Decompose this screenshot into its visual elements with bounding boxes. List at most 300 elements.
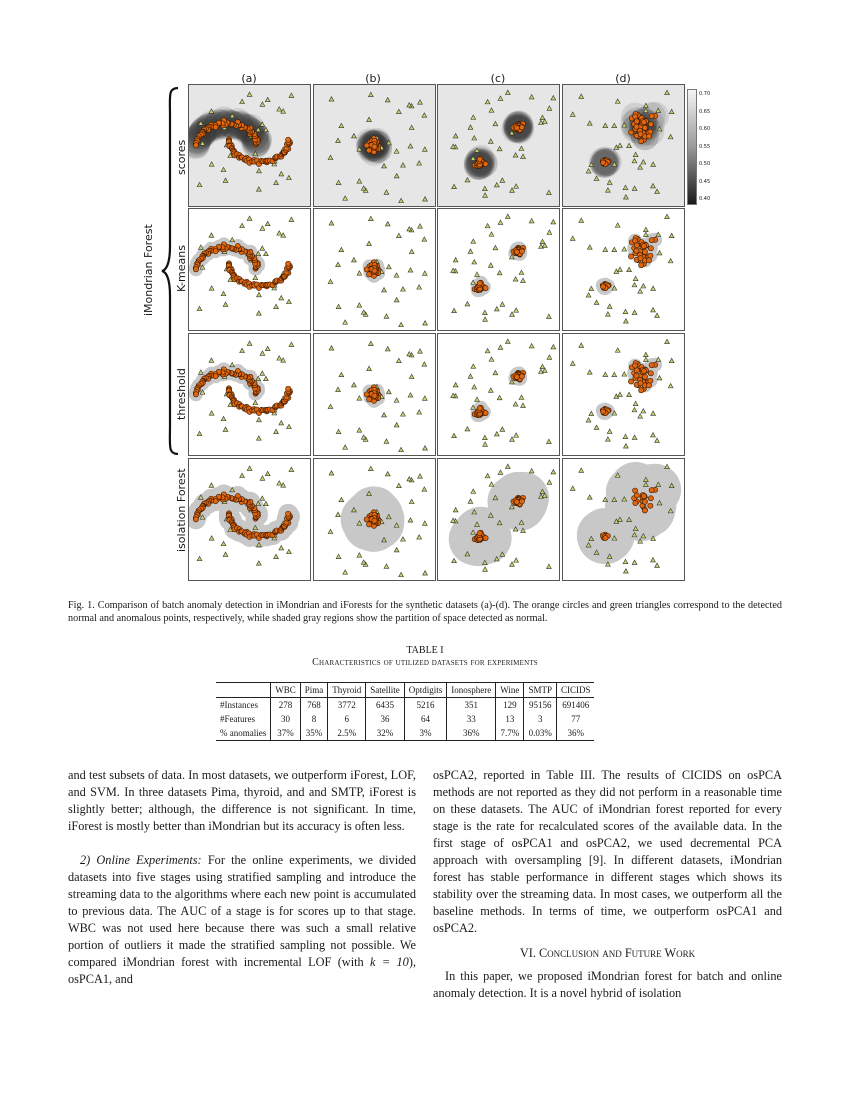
- table-cell: 33: [447, 712, 496, 726]
- table-header: [216, 683, 271, 698]
- anomaly-point: [547, 230, 552, 234]
- normal-point: [648, 371, 653, 376]
- anomaly-point: [643, 352, 648, 356]
- anomaly-point: [570, 486, 575, 490]
- normal-point: [633, 500, 638, 505]
- colorbar: [687, 89, 697, 205]
- normal-point: [477, 406, 482, 411]
- anomaly-point: [422, 521, 427, 525]
- anomaly-point: [651, 411, 656, 415]
- anomaly-point: [329, 346, 334, 350]
- anomaly-point: [551, 470, 556, 474]
- normal-point: [372, 518, 377, 523]
- normal-point: [519, 249, 524, 254]
- anomaly-point: [336, 387, 341, 391]
- anomaly-point: [253, 400, 258, 404]
- anomaly-point: [643, 227, 648, 231]
- anomaly-point: [418, 349, 423, 353]
- anomaly-point: [475, 272, 480, 276]
- anomaly-point: [260, 246, 265, 250]
- anomaly-point: [498, 345, 503, 349]
- inline-math: k = 10: [370, 955, 409, 969]
- anomaly-point: [618, 392, 623, 396]
- normal-point: [634, 373, 639, 378]
- anomaly-point: [394, 398, 399, 402]
- anomaly-point: [256, 311, 261, 315]
- table-header: Optdigits: [404, 683, 447, 698]
- anomaly-point: [197, 556, 202, 560]
- anomaly-point: [589, 286, 594, 290]
- scatter-plot: [314, 85, 436, 207]
- anomaly-point: [651, 558, 656, 562]
- anomaly-point: [274, 554, 279, 558]
- anomaly-point: [513, 277, 518, 281]
- anomaly-point: [603, 372, 608, 376]
- anomaly-point: [586, 293, 591, 297]
- anomaly-point: [265, 471, 270, 475]
- anomaly-point: [519, 270, 524, 274]
- normal-point: [639, 388, 644, 393]
- anomaly-point: [221, 416, 226, 420]
- anomaly-point: [651, 433, 656, 437]
- table-cell: 77: [556, 712, 594, 726]
- figure-caption: Fig. 1. Comparison of batch anomaly detection in iMondrian and iForests for the synthetic datasets (a)-(d). The orange circles and green triangles correspond to the detected normal and anomalous points, respectively, while shaded gray regions show the partition of space detected as normal.: [68, 600, 782, 624]
- figure-panel: [313, 84, 436, 207]
- normal-point: [633, 488, 638, 493]
- colorbar-tick: 0.70: [699, 91, 711, 97]
- anomaly-point: [328, 279, 333, 283]
- table-subtitle: Characteristics of utilized datasets for experiments: [312, 657, 538, 668]
- anomaly-point: [622, 247, 627, 251]
- normal-point: [366, 148, 371, 153]
- normal-point: [646, 134, 651, 139]
- table-header: Satellite: [366, 683, 405, 698]
- colorbar-tick: 0.50: [699, 161, 711, 167]
- normal-point: [514, 125, 519, 130]
- normal-point: [649, 238, 654, 243]
- anomaly-point: [539, 244, 544, 248]
- anomaly-point: [257, 292, 262, 296]
- anomaly-point: [399, 447, 404, 451]
- scatter-plot: [563, 209, 685, 331]
- anomaly-point: [221, 291, 226, 295]
- figure-panel: [437, 333, 560, 456]
- normal-point: [364, 392, 369, 397]
- figure-panel: [188, 458, 311, 581]
- anomaly-point: [638, 414, 643, 418]
- normal-point: [286, 137, 291, 142]
- table-cell: 768: [300, 698, 328, 713]
- anomaly-point: [494, 307, 499, 311]
- normal-point: [641, 369, 646, 374]
- anomaly-point: [594, 300, 599, 304]
- anomaly-point: [277, 231, 282, 235]
- anomaly-point: [452, 558, 457, 562]
- normal-point: [366, 522, 371, 527]
- anomaly-point: [468, 499, 473, 503]
- anomaly-point: [423, 571, 428, 575]
- table-row: [216, 712, 594, 726]
- anomaly-point: [579, 218, 584, 222]
- anomaly-point: [257, 417, 262, 421]
- normal-point: [639, 139, 644, 144]
- anomaly-point: [408, 393, 413, 397]
- anomaly-point: [394, 273, 399, 277]
- scatter-plot: [438, 209, 560, 331]
- anomaly-point: [551, 345, 556, 349]
- table-cell: 0.03%: [524, 726, 557, 741]
- anomaly-point: [529, 344, 534, 348]
- anomaly-point: [240, 223, 245, 227]
- anomaly-point: [417, 285, 422, 289]
- anomaly-point: [394, 423, 399, 427]
- anomaly-point: [655, 563, 660, 567]
- figure-panel: [313, 208, 436, 331]
- normal-point: [646, 258, 651, 263]
- anomaly-point: [260, 226, 265, 230]
- anomaly-point: [643, 357, 648, 361]
- anomaly-point: [209, 483, 214, 487]
- figure-panel: [562, 84, 685, 207]
- datasets-table: [216, 682, 594, 741]
- anomaly-point: [336, 262, 341, 266]
- anomaly-point: [401, 537, 406, 541]
- anomaly-point: [357, 553, 362, 557]
- scatter-plot: [314, 334, 436, 456]
- anomaly-point: [489, 232, 494, 236]
- anomaly-point: [422, 362, 427, 366]
- anomaly-point: [265, 346, 270, 350]
- normal-point: [286, 386, 291, 391]
- anomaly-point: [336, 554, 341, 558]
- anomaly-point: [277, 481, 282, 485]
- anomaly-point: [357, 271, 362, 275]
- anomaly-point: [551, 220, 556, 224]
- table-cell: 95156: [524, 698, 557, 713]
- anomaly-point: [623, 569, 628, 573]
- anomaly-point: [394, 298, 399, 302]
- table-cell: 7.7%: [496, 726, 524, 741]
- table-header-row: [216, 683, 594, 698]
- anomaly-point: [209, 233, 214, 237]
- anomaly-point: [396, 483, 401, 487]
- normal-point: [514, 499, 519, 504]
- anomaly-point: [197, 431, 202, 435]
- scatter-plot: [314, 459, 436, 581]
- anomaly-point: [623, 319, 628, 323]
- anomaly-point: [465, 427, 470, 431]
- table-cell: 30: [271, 712, 301, 726]
- anomaly-point: [339, 247, 344, 251]
- anomaly-point: [510, 437, 515, 441]
- anomaly-point: [329, 221, 334, 225]
- anomaly-point: [409, 249, 414, 253]
- anomaly-point: [253, 275, 258, 279]
- anomaly-point: [493, 245, 498, 249]
- anomaly-point: [386, 389, 391, 393]
- normal-point: [648, 246, 653, 251]
- anomaly-point: [632, 282, 637, 286]
- colorbar-tick: 0.40: [699, 196, 711, 202]
- anomaly-point: [519, 395, 524, 399]
- section-heading: VI. Conclusion and Future Work: [519, 946, 696, 960]
- normal-point: [519, 125, 524, 130]
- anomaly-point: [328, 529, 333, 533]
- figure-panel: [313, 333, 436, 456]
- anomaly-point: [289, 467, 294, 471]
- table-cell: 6435: [366, 698, 405, 713]
- normal-point: [642, 125, 647, 130]
- normal-point: [639, 263, 644, 268]
- anomaly-point: [264, 501, 269, 505]
- anomaly-point: [401, 287, 406, 291]
- paragraph-text: ), osPCA1, and: [68, 955, 417, 986]
- table-header: CICIDS: [556, 683, 594, 698]
- anomaly-point: [627, 267, 632, 271]
- normal-point: [286, 511, 291, 516]
- anomaly-point: [497, 395, 502, 399]
- normal-point: [519, 499, 524, 504]
- colorbar-tick: 0.55: [699, 143, 711, 150]
- anomaly-point: [336, 512, 341, 516]
- normal-point: [603, 535, 608, 540]
- anomaly-point: [539, 369, 544, 373]
- figure-panel: [188, 208, 311, 331]
- row-label-threshold: threshold: [175, 368, 188, 420]
- anomaly-point: [485, 473, 490, 477]
- anomaly-point: [579, 343, 584, 347]
- anomaly-point: [368, 466, 373, 470]
- figure-panel: [437, 208, 560, 331]
- anomaly-point: [357, 396, 362, 400]
- anomaly-point: [612, 372, 617, 376]
- normal-point: [193, 143, 198, 148]
- anomaly-point: [422, 271, 427, 275]
- normal-point: [649, 114, 654, 119]
- anomaly-point: [657, 376, 662, 380]
- colorbar-tick: 0.60: [699, 126, 711, 132]
- table-cell: 2.5%: [328, 726, 366, 741]
- anomaly-point: [357, 428, 362, 432]
- anomaly-point: [587, 495, 592, 499]
- anomaly-point: [505, 339, 510, 343]
- anomaly-point: [612, 247, 617, 251]
- scatter-plot: [563, 334, 685, 456]
- anomaly-point: [368, 341, 373, 345]
- anomaly-point: [260, 371, 265, 375]
- anomaly-point: [632, 435, 637, 439]
- anomaly-point: [589, 411, 594, 415]
- colorbar-tick: 0.65: [699, 108, 711, 115]
- scatter-plot: [563, 459, 685, 581]
- normal-point: [600, 284, 605, 289]
- anomaly-point: [265, 221, 270, 225]
- anomaly-point: [260, 496, 265, 500]
- anomaly-point: [483, 442, 488, 446]
- table-header: WBC: [271, 683, 301, 698]
- anomaly-point: [384, 314, 389, 318]
- scatter-plot: [438, 334, 560, 456]
- anomaly-point: [367, 366, 372, 370]
- column-label-b: (b): [365, 72, 381, 85]
- anomaly-point: [547, 480, 552, 484]
- anomaly-point: [546, 564, 551, 568]
- anomaly-point: [665, 214, 670, 218]
- anomaly-point: [453, 258, 458, 262]
- normal-point: [628, 254, 633, 259]
- row-label-kmeans: K-means: [175, 245, 188, 292]
- normal-point: [634, 248, 639, 253]
- anomaly-point: [498, 220, 503, 224]
- paragraph: osPCA2, reported in Table III. The results of CICIDS on osPCA methods are not reported as they did not perform in a reasonable time on these datasets. The AUC of iMondrian forest reported for every stage is the rate for recalculated scores of the available data. In the first stage of osPCA1 and osPCA2, we used decremental PCA approach with oversampling [9]. In different datasets, iMondrian forest has stable performance in different stages which shows its stability over the streaming data. In most cases, we outperform all the baseline methods. In terms of time, we outperform osPCA1 and osPCA2.: [433, 768, 782, 935]
- normal-point: [366, 272, 371, 277]
- anomaly-point: [223, 427, 228, 431]
- anomaly-point: [471, 489, 476, 493]
- anomaly-point: [384, 439, 389, 443]
- anomaly-point: [483, 567, 488, 571]
- column-label-c: (c): [490, 72, 506, 85]
- scatter-plot: [438, 85, 560, 207]
- table-cell: 37%: [271, 726, 301, 741]
- normal-point: [372, 393, 377, 398]
- normal-point: [519, 374, 524, 379]
- anomaly-point: [289, 217, 294, 221]
- anomaly-point: [497, 270, 502, 274]
- anomaly-point: [367, 241, 372, 245]
- anomaly-point: [547, 355, 552, 359]
- anomaly-point: [240, 348, 245, 352]
- anomaly-point: [638, 289, 643, 293]
- anomaly-point: [472, 260, 477, 264]
- normal-point: [641, 120, 646, 125]
- anomaly-point: [623, 444, 628, 448]
- anomaly-point: [422, 487, 427, 491]
- anomaly-point: [418, 224, 423, 228]
- normal-point: [634, 124, 639, 129]
- anomaly-point: [401, 412, 406, 416]
- anomaly-point: [483, 317, 488, 321]
- anomaly-point: [396, 233, 401, 237]
- anomaly-point: [264, 251, 269, 255]
- table-cell: 5216: [404, 698, 447, 713]
- normal-point: [642, 374, 647, 379]
- normal-point: [642, 499, 647, 504]
- normal-point: [372, 268, 377, 273]
- anomaly-point: [669, 358, 674, 362]
- table-cell: 129: [496, 698, 524, 713]
- anomaly-point: [336, 429, 341, 433]
- anomaly-point: [256, 561, 261, 565]
- anomaly-point: [452, 433, 457, 437]
- table-header: Thyroid: [328, 683, 366, 698]
- anomaly-point: [482, 310, 487, 314]
- anomaly-point: [230, 362, 235, 366]
- anomaly-point: [623, 559, 628, 563]
- column-label-d: (d): [615, 72, 631, 85]
- scatter-plot: [438, 459, 560, 581]
- group-label: iMondrian Forest: [142, 224, 155, 316]
- anomaly-point: [368, 216, 373, 220]
- row-label-isolation-forest: isolation Forest: [175, 468, 188, 552]
- table-cell: 6: [328, 712, 366, 726]
- anomaly-point: [339, 372, 344, 376]
- table-header: SMTP: [524, 683, 557, 698]
- anomaly-point: [655, 438, 660, 442]
- anomaly-point: [422, 237, 427, 241]
- scatter-plot: [189, 334, 311, 456]
- anomaly-point: [240, 473, 245, 477]
- anomaly-point: [570, 361, 575, 365]
- table-cell: 64: [404, 712, 447, 726]
- normal-point: [477, 157, 482, 162]
- anomaly-point: [665, 339, 670, 343]
- colorbar-tick: 0.45: [699, 178, 711, 185]
- table-cell: 32%: [366, 726, 405, 741]
- anomaly-point: [579, 468, 584, 472]
- anomaly-point: [668, 258, 673, 262]
- normal-point: [649, 488, 654, 493]
- anomaly-point: [343, 445, 348, 449]
- anomaly-point: [471, 239, 476, 243]
- normal-point: [600, 160, 605, 165]
- normal-point: [648, 122, 653, 127]
- anomaly-point: [453, 383, 458, 387]
- anomaly-point: [641, 409, 646, 413]
- anomaly-point: [386, 264, 391, 268]
- anomaly-point: [399, 572, 404, 576]
- anomaly-point: [586, 418, 591, 422]
- normal-point: [648, 503, 653, 508]
- anomaly-point: [230, 237, 235, 241]
- table-cell: 351: [447, 698, 496, 713]
- anomaly-point: [256, 436, 261, 440]
- table-header: Pima: [300, 683, 328, 698]
- paragraph: and test subsets of data. In most datasets, we outperform iForest, LOF, and SVM. In three datasets Pima, thyroid, and and SMTP, iForest is slightly better; although, the difference is not significant. In time, iForest is mostly better than iMondrian but its accuracy is often less.: [68, 768, 416, 833]
- table-cell: 8: [300, 712, 328, 726]
- anomaly-point: [540, 364, 545, 368]
- anomaly-point: [209, 358, 214, 362]
- normal-point: [193, 392, 198, 397]
- anomaly-point: [657, 251, 662, 255]
- anomaly-point: [615, 223, 620, 227]
- figure-panel: [313, 458, 436, 581]
- anomaly-point: [396, 358, 401, 362]
- figure-panel: [188, 84, 311, 207]
- normal-point: [648, 496, 653, 501]
- anomaly-point: [287, 299, 292, 303]
- normal-point: [477, 281, 482, 286]
- anomaly-point: [279, 420, 284, 424]
- anomaly-point: [605, 437, 610, 441]
- anomaly-point: [529, 219, 534, 223]
- anomaly-point: [651, 286, 656, 290]
- anomaly-point: [223, 302, 228, 306]
- anomaly-point: [453, 508, 458, 512]
- anomaly-point: [209, 411, 214, 415]
- anomaly-point: [655, 313, 660, 317]
- normal-point: [193, 267, 198, 272]
- anomaly-point: [489, 357, 494, 361]
- anomaly-point: [209, 286, 214, 290]
- subsection-heading: 2) Online Experiments:: [80, 853, 202, 867]
- anomaly-point: [510, 312, 515, 316]
- normal-point: [366, 397, 371, 402]
- paragraph: [68, 852, 416, 988]
- anomaly-point: [197, 306, 202, 310]
- anomaly-point: [488, 388, 493, 392]
- normal-point: [514, 249, 519, 254]
- anomaly-point: [514, 558, 519, 562]
